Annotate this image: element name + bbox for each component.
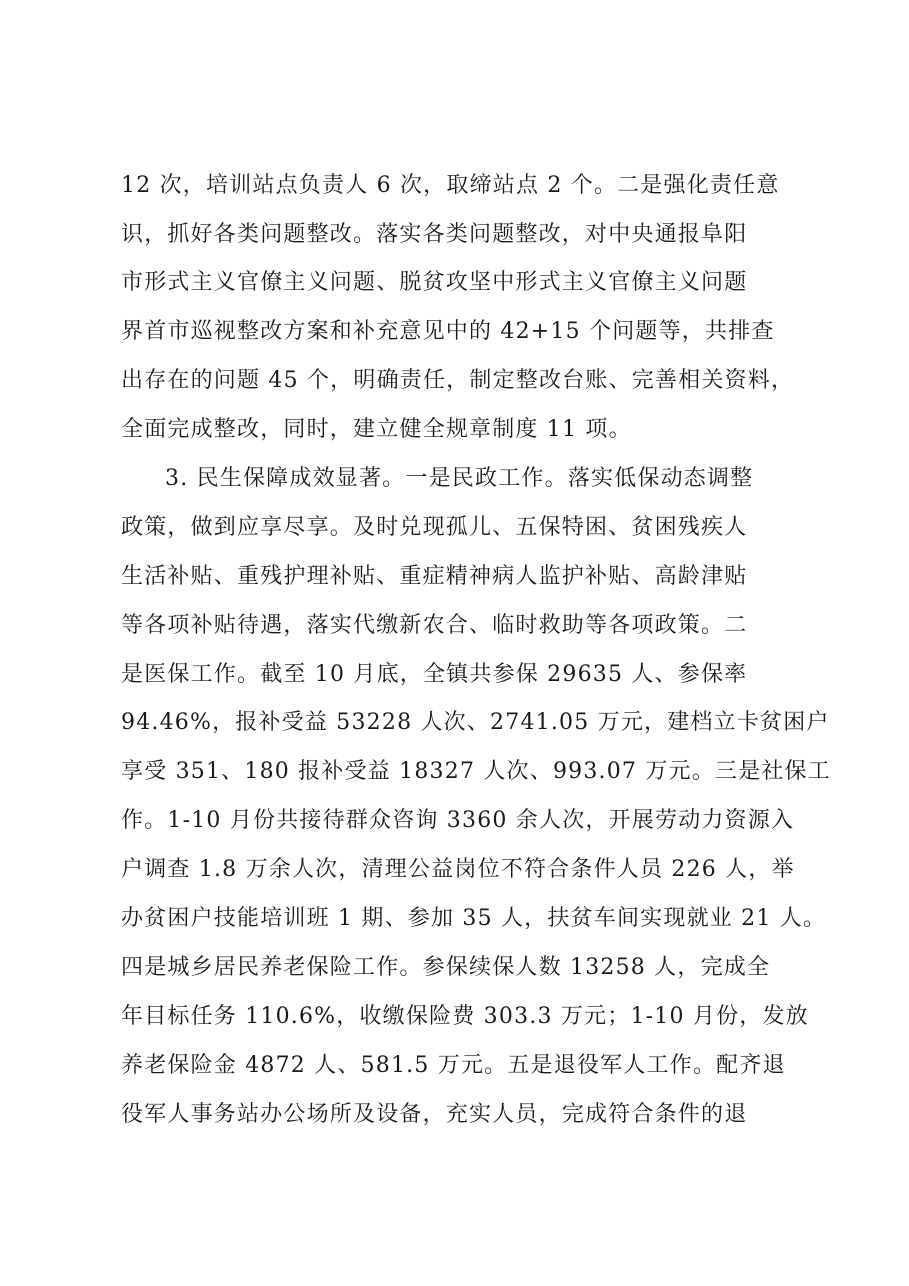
text-line: 役军人事务站办公场所及设备，充实人员，完成符合条件的退 (121, 1102, 748, 1127)
text-line: 作。1-10 月份共接待群众咨询 3360 余人次，开展劳动力资源入 (121, 808, 795, 833)
text-line: 识，抓好各类问题整改。落实各类问题整改，对中央通报阜阳 (121, 222, 748, 247)
text-line: 出存在的问题 45 个，明确责任，制定整改台账、完善相关资料， (121, 368, 795, 393)
text-line: 12 次，培训站点负责人 6 次，取缔站点 2 个。二是强化责任意 (121, 173, 780, 198)
text-line: 界首市巡视整改方案和补充意见中的 42+15 个问题等，共排查 (121, 319, 775, 344)
text-line: 办贫困户技能培训班 1 期、参加 35 人，扶贫车间实现就业 21 人。 (121, 906, 827, 931)
section-heading-line: 3. 民生保障成效显著。一是民政工作。落实低保动态调整 (165, 466, 754, 491)
text-line: 养老保险金 4872 人、581.5 万元。五是退役军人工作。配齐退 (121, 1053, 786, 1078)
text-line: 年目标任务 110.6%，收缴保险费 303.3 万元；1-10 月份，发放 (121, 1004, 809, 1029)
text-line: 94.46%，报补受益 53228 人次、2741.05 万元，建档立卡贫困户 (121, 710, 830, 735)
text-line: 户调查 1.8 万余人次，清理公益岗位不符合条件人员 226 人，举 (121, 857, 795, 882)
text-line: 政策，做到应享尽享。及时兑现孤儿、五保特困、贫困残疾人 (121, 515, 748, 540)
text-line: 四是城乡居民养老保险工作。参保续保人数 13258 人，完成全 (121, 955, 771, 980)
text-line: 市形式主义官僚主义问题、脱贫攻坚中形式主义官僚主义问题 (121, 270, 748, 295)
text-line: 全面完成整改，同时，建立健全规章制度 11 项。 (121, 417, 632, 442)
text-line: 是医保工作。截至 10 月底，全镇共参保 29635 人、参保率 (121, 662, 748, 687)
text-line: 等各项补贴待遇，落实代缴新农合、临时救助等各项政策。二 (121, 613, 748, 638)
text-line: 享受 351、180 报补受益 18327 人次、993.07 万元。三是社保工 (121, 759, 831, 784)
text-line: 生活补贴、重残护理补贴、重症精神病人监护补贴、高龄津贴 (121, 564, 748, 589)
